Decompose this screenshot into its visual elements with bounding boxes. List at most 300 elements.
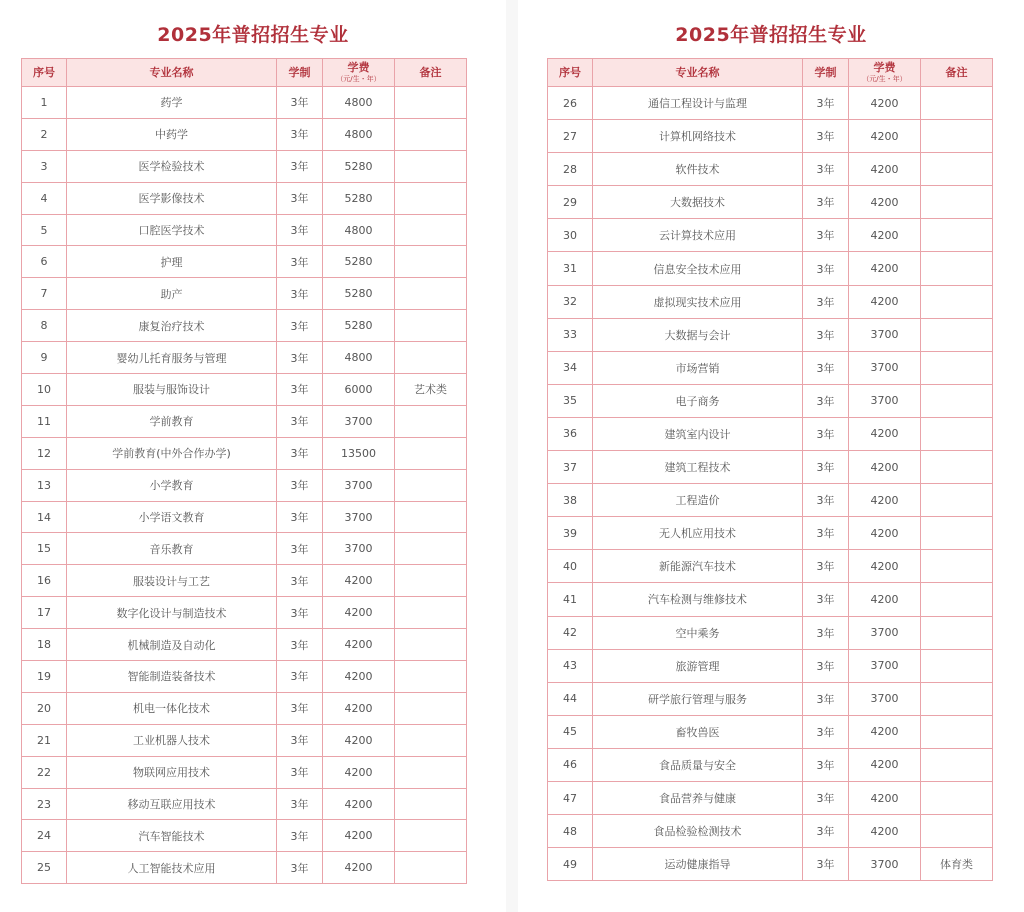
cell-major-name: 计算机网络技术 bbox=[593, 120, 803, 153]
cell-no: 14 bbox=[22, 501, 67, 533]
cell-note: 艺术类 bbox=[395, 374, 467, 406]
cell-major-name: 建筑室内设计 bbox=[593, 417, 803, 450]
cell-major-name: 服装与服饰设计 bbox=[67, 374, 277, 406]
cell-major-name: 机电一体化技术 bbox=[67, 692, 277, 724]
cell-note bbox=[395, 565, 467, 597]
cell-duration: 3年 bbox=[277, 692, 323, 724]
cell-no: 37 bbox=[548, 451, 593, 484]
header-duration: 学制 bbox=[803, 59, 849, 87]
cell-fee: 3700 bbox=[849, 616, 921, 649]
cell-fee: 4200 bbox=[323, 597, 395, 629]
cell-no: 31 bbox=[548, 252, 593, 285]
cell-fee: 4200 bbox=[849, 285, 921, 318]
cell-note bbox=[921, 318, 993, 351]
cell-fee: 5280 bbox=[323, 150, 395, 182]
cell-major-name: 学前教育(中外合作办学) bbox=[67, 437, 277, 469]
cell-duration: 3年 bbox=[803, 451, 849, 484]
table-row bbox=[22, 118, 467, 150]
cell-note bbox=[921, 285, 993, 318]
cell-no: 44 bbox=[548, 682, 593, 715]
cell-major-name: 汽车检测与维修技术 bbox=[593, 583, 803, 616]
cell-duration: 3年 bbox=[277, 246, 323, 278]
cell-fee: 4200 bbox=[849, 517, 921, 550]
cell-fee: 3700 bbox=[849, 682, 921, 715]
cell-note bbox=[921, 186, 993, 219]
cell-fee: 4200 bbox=[323, 756, 395, 788]
cell-duration: 3年 bbox=[277, 310, 323, 342]
cell-note bbox=[921, 252, 993, 285]
cell-note bbox=[395, 629, 467, 661]
cell-major-name: 信息安全技术应用 bbox=[593, 252, 803, 285]
table-row bbox=[548, 384, 993, 417]
cell-major-name: 工程造价 bbox=[593, 484, 803, 517]
cell-fee: 4200 bbox=[849, 715, 921, 748]
cell-major-name: 物联网应用技术 bbox=[67, 756, 277, 788]
cell-no: 12 bbox=[22, 437, 67, 469]
cell-duration: 3年 bbox=[803, 87, 849, 120]
cell-fee: 3700 bbox=[849, 351, 921, 384]
cell-major-name: 学前教育 bbox=[67, 405, 277, 437]
cell-note bbox=[395, 501, 467, 533]
majors-table bbox=[21, 58, 467, 884]
cell-major-name: 小学语文教育 bbox=[67, 501, 277, 533]
cell-major-name: 汽车智能技术 bbox=[67, 820, 277, 852]
right-page bbox=[518, 0, 1024, 912]
cell-note bbox=[921, 120, 993, 153]
table-row bbox=[22, 374, 467, 406]
table-row bbox=[22, 629, 467, 661]
cell-fee: 4800 bbox=[323, 342, 395, 374]
cell-duration: 3年 bbox=[277, 788, 323, 820]
cell-no: 42 bbox=[548, 616, 593, 649]
cell-no: 25 bbox=[22, 852, 67, 884]
cell-fee: 4200 bbox=[323, 788, 395, 820]
cell-note bbox=[921, 219, 993, 252]
cell-note bbox=[921, 351, 993, 384]
cell-note bbox=[395, 118, 467, 150]
table-row bbox=[22, 469, 467, 501]
cell-note bbox=[921, 484, 993, 517]
table-row bbox=[22, 756, 467, 788]
table-row bbox=[548, 616, 993, 649]
cell-note bbox=[395, 852, 467, 884]
table-row bbox=[22, 214, 467, 246]
table-row bbox=[22, 182, 467, 214]
table-row bbox=[548, 219, 993, 252]
cell-major-name: 医学影像技术 bbox=[67, 182, 277, 214]
cell-fee: 4200 bbox=[849, 87, 921, 120]
cell-no: 7 bbox=[22, 278, 67, 310]
cell-no: 35 bbox=[548, 384, 593, 417]
cell-fee: 3700 bbox=[849, 848, 921, 881]
cell-major-name: 无人机应用技术 bbox=[593, 517, 803, 550]
table-row bbox=[22, 342, 467, 374]
cell-note bbox=[921, 417, 993, 450]
cell-duration: 3年 bbox=[803, 219, 849, 252]
table-row bbox=[548, 153, 993, 186]
table-row bbox=[22, 87, 467, 119]
cell-fee: 4800 bbox=[323, 87, 395, 119]
cell-major-name: 食品质量与安全 bbox=[593, 748, 803, 781]
cell-note bbox=[395, 278, 467, 310]
cell-major-name: 虚拟现实技术应用 bbox=[593, 285, 803, 318]
table-row bbox=[22, 597, 467, 629]
header-duration: 学制 bbox=[277, 59, 323, 87]
table-row bbox=[22, 788, 467, 820]
cell-major-name: 电子商务 bbox=[593, 384, 803, 417]
cell-no: 11 bbox=[22, 405, 67, 437]
cell-major-name: 食品营养与健康 bbox=[593, 781, 803, 814]
table-row bbox=[548, 848, 993, 881]
cell-major-name: 旅游管理 bbox=[593, 649, 803, 682]
table-row bbox=[22, 501, 467, 533]
cell-note bbox=[921, 153, 993, 186]
cell-duration: 3年 bbox=[277, 629, 323, 661]
cell-duration: 3年 bbox=[803, 285, 849, 318]
cell-note bbox=[921, 649, 993, 682]
cell-fee: 4200 bbox=[323, 629, 395, 661]
table-row bbox=[22, 310, 467, 342]
cell-duration: 3年 bbox=[803, 120, 849, 153]
table-row bbox=[548, 285, 993, 318]
cell-note bbox=[395, 820, 467, 852]
cell-fee: 4200 bbox=[323, 820, 395, 852]
cell-major-name: 护理 bbox=[67, 246, 277, 278]
cell-note bbox=[395, 405, 467, 437]
cell-duration: 3年 bbox=[277, 661, 323, 693]
cell-no: 49 bbox=[548, 848, 593, 881]
cell-no: 13 bbox=[22, 469, 67, 501]
cell-major-name: 智能制造装备技术 bbox=[67, 661, 277, 693]
table-row bbox=[548, 484, 993, 517]
table-row bbox=[548, 318, 993, 351]
cell-duration: 3年 bbox=[277, 182, 323, 214]
cell-duration: 3年 bbox=[803, 252, 849, 285]
cell-note bbox=[395, 756, 467, 788]
table-row bbox=[548, 781, 993, 814]
cell-duration: 3年 bbox=[277, 565, 323, 597]
table-row bbox=[22, 405, 467, 437]
cell-major-name: 中药学 bbox=[67, 118, 277, 150]
cell-no: 15 bbox=[22, 533, 67, 565]
cell-note bbox=[395, 182, 467, 214]
cell-duration: 3年 bbox=[803, 517, 849, 550]
cell-duration: 3年 bbox=[803, 384, 849, 417]
table-row bbox=[548, 120, 993, 153]
cell-note bbox=[395, 342, 467, 374]
cell-note bbox=[395, 692, 467, 724]
cell-fee: 5280 bbox=[323, 246, 395, 278]
cell-no: 39 bbox=[548, 517, 593, 550]
cell-fee: 3700 bbox=[849, 649, 921, 682]
cell-no: 38 bbox=[548, 484, 593, 517]
table-row bbox=[22, 437, 467, 469]
cell-major-name: 人工智能技术应用 bbox=[67, 852, 277, 884]
cell-major-name: 机械制造及自动化 bbox=[67, 629, 277, 661]
cell-duration: 3年 bbox=[803, 815, 849, 848]
cell-duration: 3年 bbox=[277, 405, 323, 437]
cell-fee: 4200 bbox=[323, 724, 395, 756]
header-fee-label: 学费 bbox=[347, 60, 370, 74]
cell-note bbox=[921, 384, 993, 417]
table-body bbox=[548, 87, 993, 881]
cell-fee: 4200 bbox=[323, 565, 395, 597]
cell-duration: 3年 bbox=[803, 748, 849, 781]
cell-note bbox=[395, 246, 467, 278]
cell-duration: 3年 bbox=[277, 118, 323, 150]
cell-duration: 3年 bbox=[277, 724, 323, 756]
cell-major-name: 口腔医学技术 bbox=[67, 214, 277, 246]
header-note: 备注 bbox=[921, 59, 993, 87]
cell-note: 体育类 bbox=[921, 848, 993, 881]
cell-major-name: 新能源汽车技术 bbox=[593, 550, 803, 583]
cell-no: 21 bbox=[22, 724, 67, 756]
cell-duration: 3年 bbox=[277, 342, 323, 374]
cell-no: 23 bbox=[22, 788, 67, 820]
cell-note bbox=[921, 715, 993, 748]
cell-note bbox=[395, 788, 467, 820]
cell-major-name: 空中乘务 bbox=[593, 616, 803, 649]
cell-no: 19 bbox=[22, 661, 67, 693]
table-row bbox=[548, 252, 993, 285]
cell-fee: 4800 bbox=[323, 214, 395, 246]
cell-major-name: 移动互联应用技术 bbox=[67, 788, 277, 820]
cell-no: 24 bbox=[22, 820, 67, 852]
cell-major-name: 助产 bbox=[67, 278, 277, 310]
table-row bbox=[548, 748, 993, 781]
cell-note bbox=[395, 150, 467, 182]
cell-fee: 4200 bbox=[323, 852, 395, 884]
cell-major-name: 音乐教育 bbox=[67, 533, 277, 565]
cell-major-name: 康复治疗技术 bbox=[67, 310, 277, 342]
cell-no: 10 bbox=[22, 374, 67, 406]
cell-fee: 4200 bbox=[849, 153, 921, 186]
cell-fee: 4200 bbox=[849, 583, 921, 616]
cell-no: 17 bbox=[22, 597, 67, 629]
cell-duration: 3年 bbox=[277, 852, 323, 884]
cell-duration: 3年 bbox=[803, 318, 849, 351]
cell-duration: 3年 bbox=[803, 153, 849, 186]
table-body bbox=[22, 87, 467, 884]
cell-fee: 3700 bbox=[323, 469, 395, 501]
cell-duration: 3年 bbox=[803, 550, 849, 583]
cell-duration: 3年 bbox=[277, 756, 323, 788]
cell-note bbox=[921, 748, 993, 781]
cell-no: 45 bbox=[548, 715, 593, 748]
table-row bbox=[22, 820, 467, 852]
cell-note bbox=[921, 815, 993, 848]
cell-no: 33 bbox=[548, 318, 593, 351]
cell-major-name: 运动健康指导 bbox=[593, 848, 803, 881]
cell-duration: 3年 bbox=[803, 583, 849, 616]
header-name: 专业名称 bbox=[593, 59, 803, 87]
cell-duration: 3年 bbox=[803, 351, 849, 384]
cell-duration: 3年 bbox=[803, 186, 849, 219]
cell-major-name: 畜牧兽医 bbox=[593, 715, 803, 748]
majors-table bbox=[547, 58, 993, 881]
cell-major-name: 通信工程设计与监理 bbox=[593, 87, 803, 120]
cell-fee: 4200 bbox=[849, 417, 921, 450]
cell-fee: 4200 bbox=[849, 484, 921, 517]
table-row bbox=[548, 351, 993, 384]
cell-major-name: 市场营销 bbox=[593, 351, 803, 384]
cell-duration: 3年 bbox=[803, 616, 849, 649]
cell-major-name: 大数据与会计 bbox=[593, 318, 803, 351]
cell-duration: 3年 bbox=[803, 715, 849, 748]
cell-fee: 5280 bbox=[323, 182, 395, 214]
cell-no: 6 bbox=[22, 246, 67, 278]
cell-no: 36 bbox=[548, 417, 593, 450]
table-row bbox=[548, 815, 993, 848]
cell-note bbox=[921, 517, 993, 550]
cell-no: 47 bbox=[548, 781, 593, 814]
cell-no: 30 bbox=[548, 219, 593, 252]
cell-no: 9 bbox=[22, 342, 67, 374]
page-title: 2025年普招招生专业 bbox=[675, 24, 867, 46]
cell-no: 27 bbox=[548, 120, 593, 153]
cell-note bbox=[395, 724, 467, 756]
cell-duration: 3年 bbox=[803, 649, 849, 682]
cell-fee: 4200 bbox=[849, 219, 921, 252]
cell-fee: 4200 bbox=[323, 692, 395, 724]
cell-duration: 3年 bbox=[277, 214, 323, 246]
cell-no: 22 bbox=[22, 756, 67, 788]
cell-no: 20 bbox=[22, 692, 67, 724]
cell-no: 48 bbox=[548, 815, 593, 848]
cell-duration: 3年 bbox=[277, 150, 323, 182]
table-row bbox=[22, 661, 467, 693]
cell-fee: 4200 bbox=[849, 252, 921, 285]
cell-major-name: 软件技术 bbox=[593, 153, 803, 186]
cell-fee: 4200 bbox=[849, 451, 921, 484]
cell-fee: 3700 bbox=[323, 533, 395, 565]
cell-fee: 5280 bbox=[323, 310, 395, 342]
cell-duration: 3年 bbox=[277, 533, 323, 565]
cell-note bbox=[921, 87, 993, 120]
header-no: 序号 bbox=[22, 59, 67, 87]
table-row bbox=[548, 715, 993, 748]
cell-no: 26 bbox=[548, 87, 593, 120]
cell-note bbox=[395, 597, 467, 629]
cell-no: 40 bbox=[548, 550, 593, 583]
header-name: 专业名称 bbox=[67, 59, 277, 87]
cell-major-name: 食品检验检测技术 bbox=[593, 815, 803, 848]
cell-fee: 3700 bbox=[849, 318, 921, 351]
header-fee bbox=[323, 59, 395, 87]
table-row bbox=[548, 186, 993, 219]
cell-note bbox=[395, 214, 467, 246]
header-no: 序号 bbox=[548, 59, 593, 87]
cell-note bbox=[921, 451, 993, 484]
cell-no: 4 bbox=[22, 182, 67, 214]
table-row bbox=[548, 517, 993, 550]
cell-note bbox=[395, 469, 467, 501]
cell-duration: 3年 bbox=[277, 501, 323, 533]
cell-major-name: 婴幼儿托育服务与管理 bbox=[67, 342, 277, 374]
cell-fee: 3700 bbox=[323, 405, 395, 437]
cell-fee: 4200 bbox=[849, 781, 921, 814]
cell-no: 5 bbox=[22, 214, 67, 246]
cell-duration: 3年 bbox=[803, 682, 849, 715]
table-row bbox=[548, 417, 993, 450]
table-header-row bbox=[548, 59, 993, 87]
table-row bbox=[548, 682, 993, 715]
table-row bbox=[22, 278, 467, 310]
cell-fee: 3700 bbox=[849, 384, 921, 417]
table-row bbox=[548, 87, 993, 120]
cell-fee: 13500 bbox=[323, 437, 395, 469]
header-fee-unit: （元/生・年） bbox=[336, 74, 381, 83]
table-row bbox=[548, 550, 993, 583]
cell-major-name: 医学检验技术 bbox=[67, 150, 277, 182]
cell-fee: 4200 bbox=[849, 186, 921, 219]
table-header-row bbox=[22, 59, 467, 87]
table-row bbox=[22, 565, 467, 597]
cell-no: 34 bbox=[548, 351, 593, 384]
cell-no: 18 bbox=[22, 629, 67, 661]
cell-no: 43 bbox=[548, 649, 593, 682]
cell-note bbox=[921, 682, 993, 715]
cell-note bbox=[921, 583, 993, 616]
cell-note bbox=[395, 87, 467, 119]
cell-no: 8 bbox=[22, 310, 67, 342]
table-row bbox=[22, 246, 467, 278]
cell-fee: 4200 bbox=[849, 815, 921, 848]
cell-duration: 3年 bbox=[803, 848, 849, 881]
cell-no: 1 bbox=[22, 87, 67, 119]
cell-major-name: 药学 bbox=[67, 87, 277, 119]
header-fee bbox=[849, 59, 921, 87]
cell-no: 16 bbox=[22, 565, 67, 597]
cell-major-name: 数字化设计与制造技术 bbox=[67, 597, 277, 629]
table-row bbox=[22, 852, 467, 884]
cell-no: 29 bbox=[548, 186, 593, 219]
cell-note bbox=[395, 533, 467, 565]
cell-no: 2 bbox=[22, 118, 67, 150]
cell-major-name: 大数据技术 bbox=[593, 186, 803, 219]
header-fee-label: 学费 bbox=[873, 60, 896, 74]
cell-note bbox=[395, 661, 467, 693]
cell-no: 41 bbox=[548, 583, 593, 616]
left-page bbox=[0, 0, 506, 912]
cell-duration: 3年 bbox=[803, 484, 849, 517]
table-row bbox=[22, 150, 467, 182]
cell-fee: 4200 bbox=[849, 550, 921, 583]
table-row bbox=[22, 533, 467, 565]
cell-note bbox=[395, 310, 467, 342]
cell-major-name: 服装设计与工艺 bbox=[67, 565, 277, 597]
header-fee-unit: （元/生・年） bbox=[862, 74, 907, 83]
cell-note bbox=[921, 781, 993, 814]
cell-fee: 4200 bbox=[849, 748, 921, 781]
cell-fee: 4200 bbox=[849, 120, 921, 153]
cell-no: 3 bbox=[22, 150, 67, 182]
cell-duration: 3年 bbox=[277, 374, 323, 406]
cell-major-name: 工业机器人技术 bbox=[67, 724, 277, 756]
cell-fee: 5280 bbox=[323, 278, 395, 310]
cell-major-name: 研学旅行管理与服务 bbox=[593, 682, 803, 715]
cell-duration: 3年 bbox=[277, 278, 323, 310]
cell-no: 46 bbox=[548, 748, 593, 781]
cell-note bbox=[395, 437, 467, 469]
cell-duration: 3年 bbox=[803, 781, 849, 814]
cell-major-name: 建筑工程技术 bbox=[593, 451, 803, 484]
cell-note bbox=[921, 550, 993, 583]
table-row bbox=[548, 583, 993, 616]
cell-duration: 3年 bbox=[277, 87, 323, 119]
cell-fee: 6000 bbox=[323, 374, 395, 406]
cell-major-name: 云计算技术应用 bbox=[593, 219, 803, 252]
